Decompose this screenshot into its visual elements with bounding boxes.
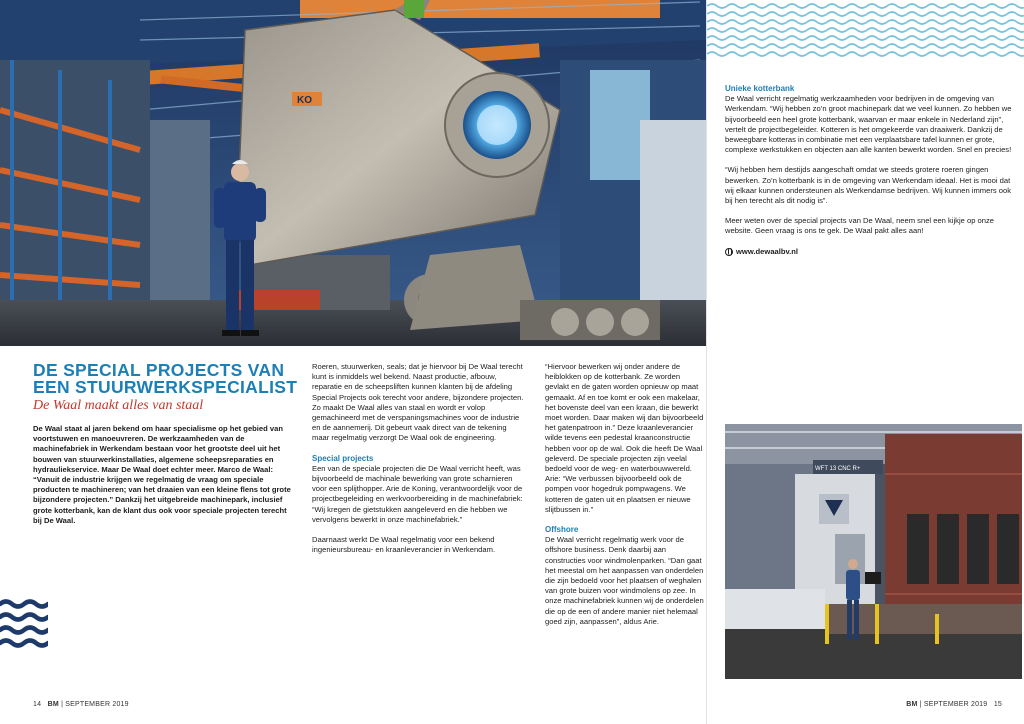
machine-photo [725,424,1022,679]
kotterbank-heading: Unieke kotterbank [725,84,795,93]
issue-date-left: SEPTEMBER 2019 [65,701,129,708]
column-3 [545,362,705,637]
offshore-heading: Offshore [545,525,579,535]
col4-paragraph-2: “Wij hebben hem destijds aangeschaft omdat we steeds grotere roeren gingen bewerken. Zo’n kotterbank is in de omgeving van Werkendam ideaal. Het is mooi dat wij elkaar kunnen ondersteunen als Werkendamse bedrijven. Wij kunnen immers ook bij hen terecht als dit nodig is”. [725,165,1012,206]
wave-pattern-top [707,0,1024,64]
col2-paragraph-3: Daarnaast werkt De Waal regelmatig voor een bekend ingenieursbureau- en kraanleverancier in Werkendam. [312,535,496,555]
article-title: DE SPECIAL PROJECTS VAN EEN STUURWERKSPECIALIST [33,360,298,397]
col3-paragraph-2: De Waal verricht regelmatig werk voor de offshore business. Denk daarbij aan constructies voor windmolenparken. “Dan gaat het meestal om het aanpassen van onderdelen die zijn bedoeld voor het plaatsen of weghalen van grote buizen voor windmolens op zee. In onze machinefabriek kunnen wij de onderdelen die op de een of andere manier niet helemaal goed zijn, aanpassen”, aldus Arie. [545,535,704,626]
footer-left: 14 BM | SEPTEMBER 2019 [33,701,129,708]
page-number-right: 15 [993,701,1002,708]
globe-icon [725,248,733,256]
article-header [33,362,303,414]
footer-right: BM | SEPTEMBER 2019 15 [906,701,1002,708]
right-page [706,0,1024,724]
wave-decoration-left [0,598,48,650]
page-number-left: 14 [33,701,42,708]
column-2 [312,362,524,565]
col4-paragraph-3: Meer weten over de special projects van De Waal, neem snel een kijkje op onze website. Geen vraag is ons te gek. De Waal pakt alles aan! [725,216,995,236]
website-line [725,247,1017,257]
col3-paragraph-1: “Hiervoor bewerken wij onder andere de heiblokken op de kotterbank. Ze worden gevlakt en de gaten worden opnieuw op maat gemaakt. Af en toe komt er ook een makelaar, het bovenste deel van een kraan, die bewerkt moet worden. Daar maken wij dan bijvoorbeeld het gatenpatroon in.” Deze kraanleverancier wilde tevens een pedestal kraanconstructie hebben voor op de wal. Ook die heeft De Waal geleverd. De speciale projecten zijn veelal bedoeld voor de weg- en waterbouwwereld. Arie: “We verbussen bijvoorbeeld ook de pompen voor hogedruk pompwagens. We kotteren de gaten uit en plaatsen er nieuwe slijtbussen in.” [545,362,704,514]
machine-label-text: WFT 13 CNC R+ [815,466,861,472]
special-projects-heading: Special projects [312,453,374,463]
hero-photo-illustration [0,0,706,346]
hero-photo [0,0,706,346]
col4-paragraph-1: De Waal verricht regelmatig werkzaamheden voor bedrijven in de omgeving van Werkendam. “Wij hebben zo’n groot machinepark dat we veel kunnen. Zo hebben we bijvoorbeeld een heel grote kotterbank, waarvan er maar enkele in Nederland zijn”, vertelt de projectbegeleider. Kotteren is het omgekeerde van draaiwerk. Dankzij de beweegbare kotteras in combinatie met een verplaatsbare tafel kunnen er grote, complexe werkstukken en objecten aan alle kanten bewerkt worden. Snel en precies! [725,94,1012,155]
col2-paragraph-1: Roeren, stuurwerken, seals; dat je hiervoor bij De Waal terecht kunt is inmiddels wel bekend. Naast productie, afbouw, reparatie en de scheepsliften kunnen klanten bij de afdeling Special Projects ook terecht voor andere, bijzondere projecten. Zo maakt De Waal alles van staal en wordt er volop gemachineerd met de verspaningsmachines voor de industrie en de aannemerij. Dit gebeurt vaak direct van de tekening maar regelmatig verzorgt De Waal ook de engineering. [312,362,524,443]
col2-paragraph-2: Een van de speciale projecten die De Waal verricht heeft, was bijvoorbeeld de machinale bewerking van grote scharnieren voor een splijthopper. Arie de Koning, verantwoordelijk voor de projectbegeleiding en werkvoorbereiding in de machinefabriek: “Wij kregen de gietstukken aangeleverd en die hebben we vervolgens bewerkt in onze machinefabriek.” [312,463,523,524]
issue-date-right: SEPTEMBER 2019 [923,701,988,708]
article-subtitle: De Waal maakt alles van staal [33,398,204,413]
column-4 [725,84,1017,257]
magazine-name-left: BM [47,701,59,708]
intro-paragraph: De Waal staat al jaren bekend om haar specialisme op het gebied van voortstuwen en manoeuvreren. De werkzaamheden van de machinefabriek in Werkendam bestaan voor het grootste deel uit het bouwen van stuurwerkinstallaties, algemene scheepsreparaties en hydrauliekservice. Maar De Waal doet echter meer. Marco de Waal: “Vanuit de industrie krijgen we regelmatig de vraag om speciale producten te machineren; van het draaien van een kleine flens tot grote bijzondere projecten.” Dankzij het uitgebreide machinepark, inclusief grote kotterbank, kan de klant dus ook voor speciale projecten terecht bij De Waal. [33,424,291,525]
column-1 [33,424,293,536]
hero-sign-text: KO [297,95,312,106]
website-link[interactable]: www.dewaalbv.nl [736,246,799,256]
machine-photo-illustration [725,424,1022,679]
magazine-name-right: BM [906,701,918,708]
